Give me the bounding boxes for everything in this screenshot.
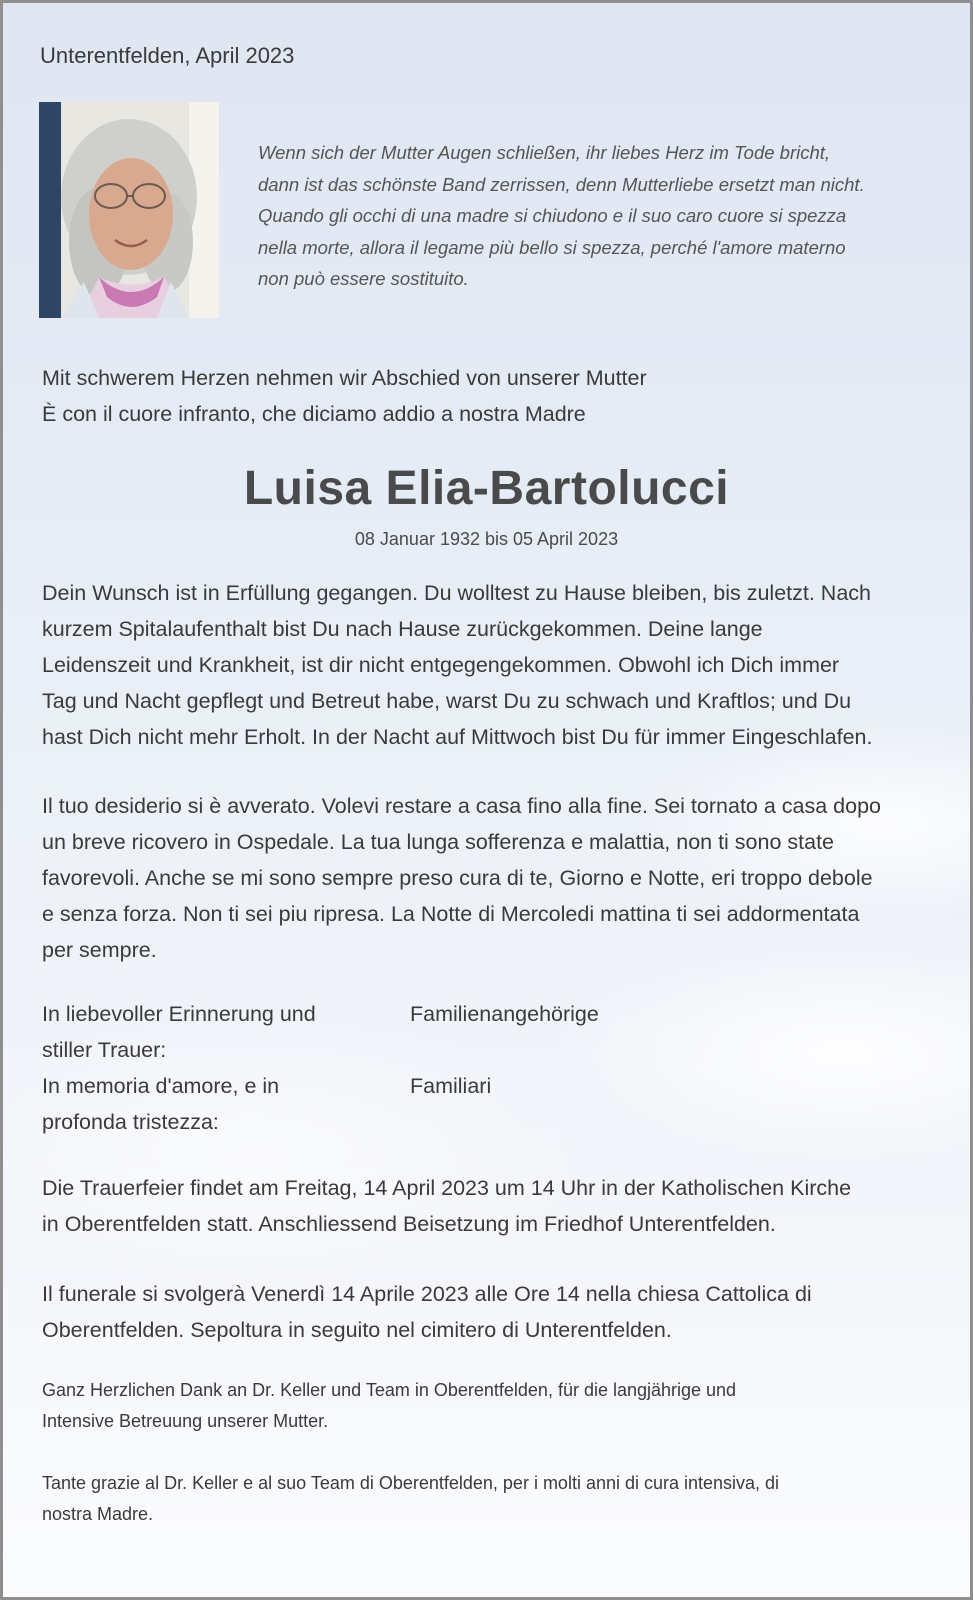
quote-line: Wenn sich der Mutter Augen schließen, ihr liebes Herz im Tode bricht, — [258, 142, 831, 163]
text-line: Dein Wunsch ist in Erfüllung gegangen. Du wolltest zu Hause bleiben, bis zuletzt. Nach — [42, 581, 871, 605]
text-german — [42, 575, 872, 755]
text-line: Oberentfelden. Sepoltura in seguito nel cimitero di Unterentfelden. — [42, 1318, 672, 1342]
text-line: Il tuo desiderio si è avverato. Volevi restare a casa fino alla fine. Sei tornato a casa dopo — [42, 794, 881, 818]
place-date: Unterentfelden, April 2023 — [40, 43, 295, 68]
signature-right — [410, 996, 599, 1104]
family-de: Familienangehörige — [410, 1002, 599, 1026]
deceased-name: Luisa Elia-Bartolucci — [243, 462, 730, 515]
quote-line: non può essere sostituito. — [258, 268, 469, 290]
spacer — [410, 1032, 599, 1068]
text-line: e senza forza. Non ti sei piu ripresa. La Notte di Mercoledi mattina ti sei addormentata — [42, 902, 860, 926]
text-line: Intensive Betreuung unserer Mutter. — [42, 1411, 329, 1431]
quote-line: Quando gli occhi di una madre si chiudono e il suo caro cuore si spezza — [258, 205, 847, 227]
quote-line: dann ist das schönste Band zerrissen, denn Mutterliebe ersetzt man nicht. — [258, 173, 865, 195]
intro-line-it: È con il cuore infranto, che diciamo addio a nostra Madre — [42, 402, 586, 426]
funeral-italian — [42, 1276, 812, 1348]
quote-line: nella morte, allora il legame più bello si spezza, perché l'amore materno — [258, 236, 846, 258]
memorial-quote — [258, 137, 865, 295]
text-line: favorevoli. Anche se mi sono sempre preso cura di te, Giorno e Notte, eri troppo debole — [42, 866, 873, 890]
farewell-intro — [42, 360, 647, 432]
portrait-photo — [39, 102, 219, 318]
text-line: per sempre. — [42, 938, 157, 962]
text-line: Tag und Nacht gepflegt und Betreut habe, warst Du zu schwach und Kraftlos; und Du — [42, 689, 852, 713]
text-line: kurzem Spitalaufenthalt bist Du nach Hause zurückgekommen. Deine lange — [42, 617, 763, 641]
thanks-german — [42, 1375, 736, 1437]
text-line: Leidenszeit und Krankheit, ist dir nicht entgegengekommen. Obwohl ich Dich immer — [42, 653, 840, 677]
thanks-italian — [42, 1468, 779, 1530]
text-line: un breve ricovero in Ospedale. La tua lunga sofferenza e malattia, non ti sono state — [42, 830, 835, 854]
intro-line-de: Mit schwerem Herzen nehmen wir Abschied von unserer Mutter — [42, 366, 647, 390]
text-line: Tante grazie al Dr. Keller e al suo Team di Oberentfelden, per i molti anni di cura intensiva, di — [42, 1473, 780, 1493]
family-it: Familiari — [410, 1074, 492, 1098]
signature-line: In memoria d'amore, e in — [42, 1074, 280, 1098]
text-line: nostra Madre. — [42, 1504, 154, 1524]
text-line: in Oberentfelden statt. Anschliessend Beisetzung im Friedhof Unterentfelden. — [42, 1212, 776, 1236]
text-line: Il funerale si svolgerà Venerdì 14 Aprile 2023 alle Ore 14 nella chiesa Cattolica di — [42, 1282, 812, 1306]
signature-left — [42, 996, 316, 1140]
text-line: hast Dich nicht mehr Erholt. In der Nacht auf Mittwoch bist Du für immer Eingeschlafen. — [42, 725, 873, 749]
text-line: Ganz Herzlichen Dank an Dr. Keller und Team in Oberentfelden, für die langjährige und — [42, 1380, 737, 1400]
signature-line: stiller Trauer: — [42, 1038, 167, 1062]
signature-line: profonda tristezza: — [42, 1110, 219, 1134]
life-dates: 08 Januar 1932 bis 05 April 2023 — [354, 529, 619, 549]
signature-line: In liebevoller Erinnerung und — [42, 1002, 316, 1026]
text-line: Die Trauerfeier findet am Freitag, 14 April 2023 um 14 Uhr in der Katholischen Kirche — [42, 1176, 852, 1200]
text-italian — [42, 788, 881, 968]
funeral-german — [42, 1170, 851, 1242]
